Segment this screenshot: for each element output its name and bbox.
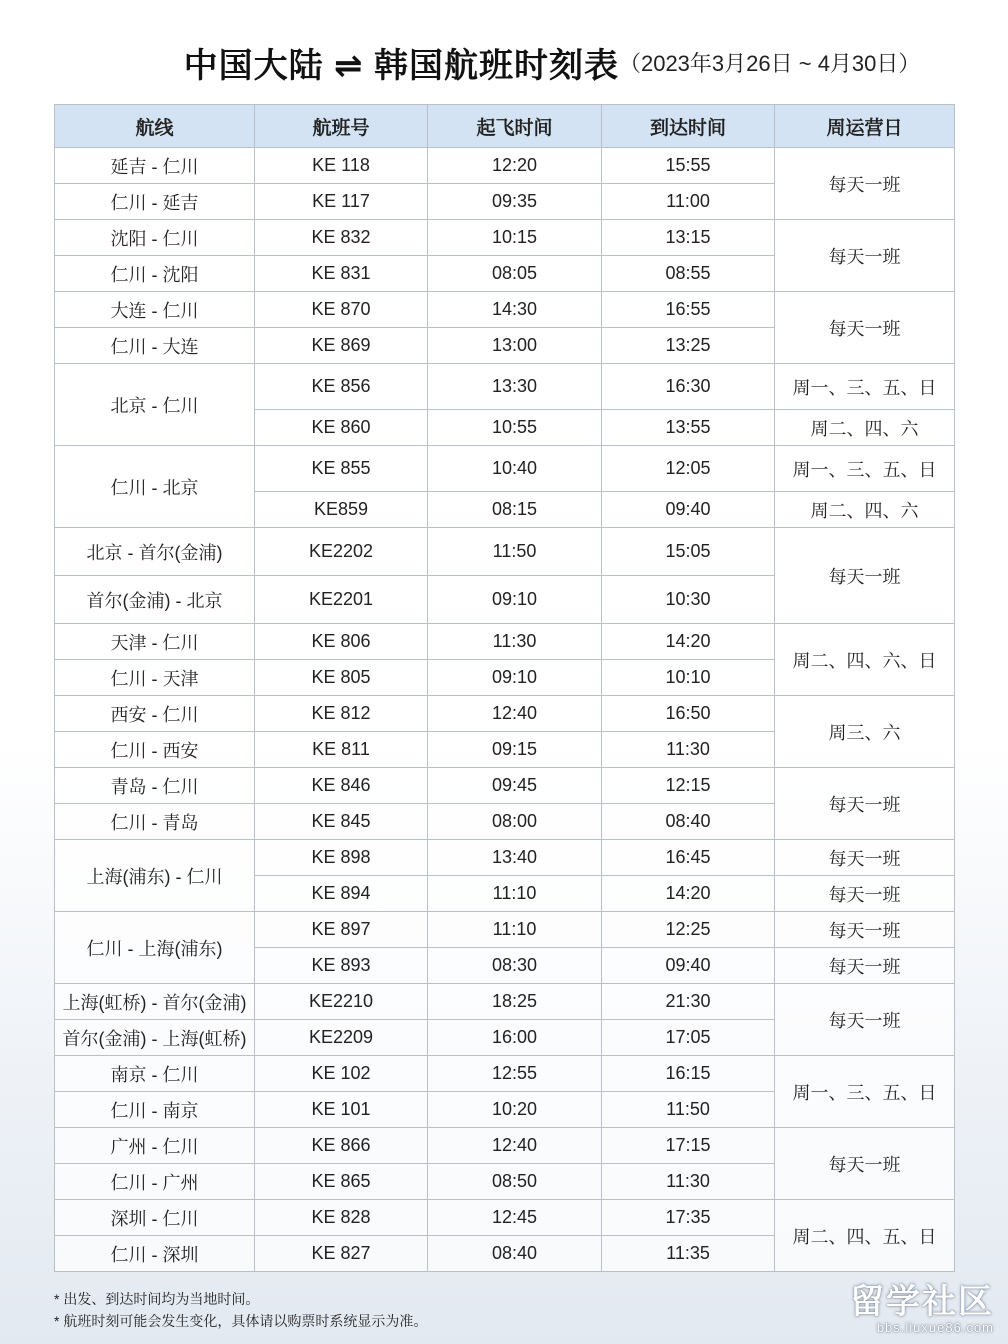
route-cell: 广州 - 仁川	[55, 1128, 255, 1164]
table-row	[55, 364, 955, 410]
flight-cell: KE 831	[255, 256, 428, 292]
route-cell: 沈阳 - 仁川	[55, 220, 255, 256]
arrival-cell: 15:55	[602, 148, 775, 184]
route-cell: 首尔(金浦) - 北京	[55, 576, 255, 624]
flight-cell: KE 897	[255, 912, 428, 948]
departure-cell: 12:40	[428, 1128, 602, 1164]
flight-cell: KE 102	[255, 1056, 428, 1092]
departure-cell: 09:35	[428, 184, 602, 220]
departure-cell: 08:40	[428, 1236, 602, 1272]
table-row	[55, 696, 955, 732]
arrival-cell: 17:05	[602, 1020, 775, 1056]
departure-cell: 09:45	[428, 768, 602, 804]
table-row	[55, 1128, 955, 1164]
arrival-cell: 11:35	[602, 1236, 775, 1272]
arrival-cell: 13:55	[602, 410, 775, 446]
page-title	[0, 38, 1008, 87]
route-cell: 上海(浦东) - 仁川	[55, 840, 255, 912]
arrival-cell: 10:10	[602, 660, 775, 696]
table-row	[55, 768, 955, 804]
operating-days-cell: 周二、四、五、日	[775, 1200, 955, 1272]
flight-cell: KE 832	[255, 220, 428, 256]
arrival-cell: 13:25	[602, 328, 775, 364]
arrival-cell: 12:15	[602, 768, 775, 804]
flight-cell: KE 806	[255, 624, 428, 660]
table-row	[55, 1200, 955, 1236]
departure-cell: 10:20	[428, 1092, 602, 1128]
operating-days-cell: 每天一班	[775, 292, 955, 364]
table-row	[55, 912, 955, 948]
watermark-url: bbs.liuxue86.com	[876, 1320, 994, 1335]
departure-cell: 08:15	[428, 492, 602, 528]
header-operating-days: 周运营日	[775, 105, 955, 148]
operating-days-cell: 周二、四、六	[775, 410, 955, 446]
flight-cell: KE 870	[255, 292, 428, 328]
flight-cell: KE 828	[255, 1200, 428, 1236]
flight-cell: KE 898	[255, 840, 428, 876]
arrival-cell: 17:15	[602, 1128, 775, 1164]
route-cell: 仁川 - 广州	[55, 1164, 255, 1200]
arrival-cell: 13:15	[602, 220, 775, 256]
route-cell: 延吉 - 仁川	[55, 148, 255, 184]
route-cell: 仁川 - 上海(浦东)	[55, 912, 255, 984]
flight-cell: KE859	[255, 492, 428, 528]
departure-cell: 09:10	[428, 576, 602, 624]
flight-cell: KE 812	[255, 696, 428, 732]
flight-cell: KE 117	[255, 184, 428, 220]
route-cell: 仁川 - 南京	[55, 1092, 255, 1128]
flight-cell: KE 827	[255, 1236, 428, 1272]
departure-cell: 12:40	[428, 696, 602, 732]
arrival-cell: 08:40	[602, 804, 775, 840]
operating-days-cell: 周三、六	[775, 696, 955, 768]
departure-cell: 10:40	[428, 446, 602, 492]
route-cell: 仁川 - 西安	[55, 732, 255, 768]
header-route: 航线	[55, 105, 255, 148]
header-departure: 起飞时间	[428, 105, 602, 148]
route-cell: 仁川 - 大连	[55, 328, 255, 364]
route-cell: 仁川 - 深圳	[55, 1236, 255, 1272]
departure-cell: 11:10	[428, 912, 602, 948]
table-row	[55, 528, 955, 576]
flight-cell: KE 855	[255, 446, 428, 492]
departure-cell: 08:50	[428, 1164, 602, 1200]
departure-cell: 11:30	[428, 624, 602, 660]
title-date-range: （2023年3月26日 ~ 4月30日）	[618, 51, 921, 76]
arrival-cell: 21:30	[602, 984, 775, 1020]
route-cell: 仁川 - 延吉	[55, 184, 255, 220]
departure-cell: 11:50	[428, 528, 602, 576]
arrival-cell: 11:00	[602, 184, 775, 220]
departure-cell: 12:20	[428, 148, 602, 184]
arrival-cell: 11:30	[602, 1164, 775, 1200]
operating-days-cell: 每天一班	[775, 984, 955, 1056]
arrival-cell: 14:20	[602, 624, 775, 660]
operating-days-cell: 每天一班	[775, 876, 955, 912]
route-cell: 北京 - 首尔(金浦)	[55, 528, 255, 576]
operating-days-cell: 周一、三、五、日	[775, 364, 955, 410]
route-cell: 上海(虹桥) - 首尔(金浦)	[55, 984, 255, 1020]
operating-days-cell: 周二、四、六、日	[775, 624, 955, 696]
operating-days-cell: 周一、三、五、日	[775, 1056, 955, 1128]
table-row	[55, 984, 955, 1020]
route-cell: 首尔(金浦) - 上海(虹桥)	[55, 1020, 255, 1056]
departure-cell: 12:55	[428, 1056, 602, 1092]
operating-days-cell: 周二、四、六	[775, 492, 955, 528]
arrival-cell: 17:35	[602, 1200, 775, 1236]
footnotes	[54, 1288, 427, 1332]
flight-cell: KE 845	[255, 804, 428, 840]
flight-cell: KE 894	[255, 876, 428, 912]
table-row	[55, 148, 955, 184]
route-cell: 仁川 - 青岛	[55, 804, 255, 840]
flight-cell: KE 118	[255, 148, 428, 184]
footnote-schedule-change: * 航班时刻可能会发生变化，具体请以购票时系统显示为准。	[54, 1313, 428, 1329]
departure-cell: 16:00	[428, 1020, 602, 1056]
route-cell: 青岛 - 仁川	[55, 768, 255, 804]
route-cell: 深圳 - 仁川	[55, 1200, 255, 1236]
watermark-logo: 留学社区	[850, 1283, 994, 1321]
watermark	[850, 1284, 994, 1336]
flight-cell: KE2201	[255, 576, 428, 624]
operating-days-cell: 每天一班	[775, 840, 955, 876]
footnote-local-time: * 出发、到达时间均为当地时间。	[54, 1291, 260, 1307]
route-cell: 天津 - 仁川	[55, 624, 255, 660]
departure-cell: 12:45	[428, 1200, 602, 1236]
departure-cell: 14:30	[428, 292, 602, 328]
title-main: 中国大陆 ⇌ 韩国航班时刻表	[183, 47, 619, 85]
departure-cell: 08:30	[428, 948, 602, 984]
arrival-cell: 08:55	[602, 256, 775, 292]
flight-cell: KE 101	[255, 1092, 428, 1128]
flight-cell: KE 805	[255, 660, 428, 696]
departure-cell: 08:05	[428, 256, 602, 292]
operating-days-cell: 每天一班	[775, 912, 955, 948]
departure-cell: 10:15	[428, 220, 602, 256]
arrival-cell: 09:40	[602, 492, 775, 528]
arrival-cell: 12:05	[602, 446, 775, 492]
departure-cell: 13:40	[428, 840, 602, 876]
table-row	[55, 840, 955, 876]
route-cell: 仁川 - 北京	[55, 446, 255, 528]
operating-days-cell: 每天一班	[775, 528, 955, 624]
schedule-table-container	[54, 104, 954, 1272]
route-cell: 北京 - 仁川	[55, 364, 255, 446]
header-arrival: 到达时间	[602, 105, 775, 148]
route-cell: 西安 - 仁川	[55, 696, 255, 732]
flight-cell: KE 860	[255, 410, 428, 446]
departure-cell: 13:30	[428, 364, 602, 410]
departure-cell: 08:00	[428, 804, 602, 840]
departure-cell: 13:00	[428, 328, 602, 364]
arrival-cell: 11:50	[602, 1092, 775, 1128]
flight-cell: KE 856	[255, 364, 428, 410]
flight-cell: KE 811	[255, 732, 428, 768]
operating-days-cell: 每天一班	[775, 768, 955, 840]
departure-cell: 18:25	[428, 984, 602, 1020]
table-row	[55, 446, 955, 492]
table-row	[55, 292, 955, 328]
flight-cell: KE 893	[255, 948, 428, 984]
flight-cell: KE 865	[255, 1164, 428, 1200]
flight-cell: KE 846	[255, 768, 428, 804]
flight-cell: KE 869	[255, 328, 428, 364]
schedule-table	[54, 104, 955, 1272]
arrival-cell: 14:20	[602, 876, 775, 912]
route-cell: 仁川 - 天津	[55, 660, 255, 696]
flight-cell: KE2209	[255, 1020, 428, 1056]
arrival-cell: 12:25	[602, 912, 775, 948]
route-cell: 南京 - 仁川	[55, 1056, 255, 1092]
arrival-cell: 09:40	[602, 948, 775, 984]
route-cell: 仁川 - 沈阳	[55, 256, 255, 292]
flight-cell: KE 866	[255, 1128, 428, 1164]
table-row	[55, 220, 955, 256]
arrival-cell: 11:30	[602, 732, 775, 768]
arrival-cell: 16:15	[602, 1056, 775, 1092]
departure-cell: 10:55	[428, 410, 602, 446]
operating-days-cell: 周一、三、五、日	[775, 446, 955, 492]
operating-days-cell: 每天一班	[775, 148, 955, 220]
departure-cell: 11:10	[428, 876, 602, 912]
operating-days-cell: 每天一班	[775, 220, 955, 292]
operating-days-cell: 每天一班	[775, 1128, 955, 1200]
table-header-row	[55, 105, 955, 148]
route-cell: 大连 - 仁川	[55, 292, 255, 328]
table-row	[55, 1056, 955, 1092]
departure-cell: 09:15	[428, 732, 602, 768]
arrival-cell: 16:30	[602, 364, 775, 410]
arrival-cell: 16:45	[602, 840, 775, 876]
table-row	[55, 624, 955, 660]
arrival-cell: 16:50	[602, 696, 775, 732]
flight-cell: KE2202	[255, 528, 428, 576]
departure-cell: 09:10	[428, 660, 602, 696]
header-flight: 航班号	[255, 105, 428, 148]
arrival-cell: 10:30	[602, 576, 775, 624]
flight-cell: KE2210	[255, 984, 428, 1020]
arrival-cell: 15:05	[602, 528, 775, 576]
operating-days-cell: 每天一班	[775, 948, 955, 984]
arrival-cell: 16:55	[602, 292, 775, 328]
